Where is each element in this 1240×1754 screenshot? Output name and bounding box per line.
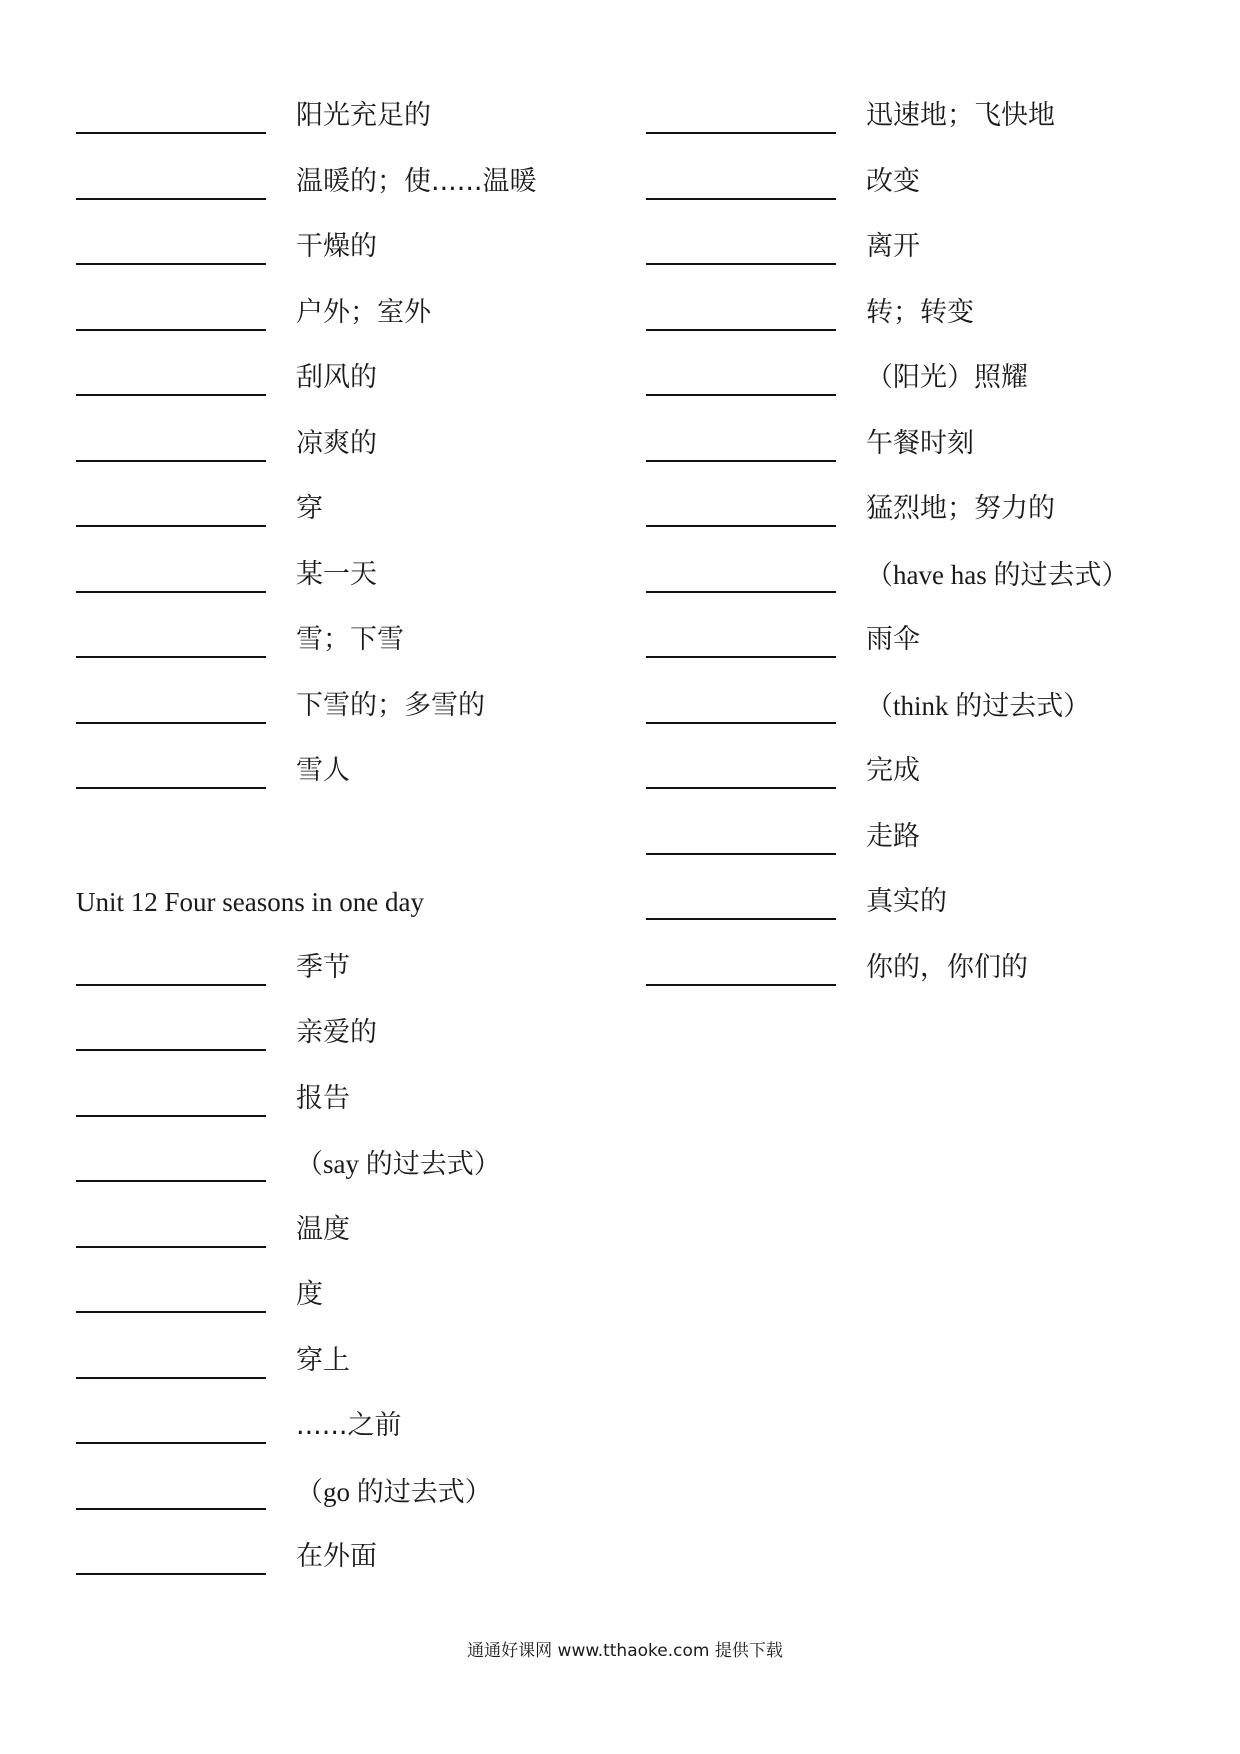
chinese-meaning: 凉爽的 <box>296 427 377 459</box>
chinese-meaning: 雪人 <box>296 755 350 786</box>
vocab-row <box>76 1402 576 1468</box>
answer-blank[interactable] <box>76 132 266 134</box>
chinese-meaning: 改变 <box>866 165 920 197</box>
answer-blank[interactable] <box>646 853 836 855</box>
chinese-meaning: 某一天 <box>296 558 377 590</box>
unit-heading <box>76 878 576 944</box>
answer-blank[interactable] <box>646 263 836 265</box>
vocab-row <box>76 92 576 158</box>
vocab-row <box>646 354 1206 420</box>
answer-blank[interactable] <box>76 1246 266 1248</box>
answer-blank[interactable] <box>646 656 836 658</box>
vocab-row <box>76 289 576 355</box>
answer-blank[interactable] <box>76 1180 266 1182</box>
vocab-row <box>76 1271 576 1337</box>
vocab-row <box>76 485 576 551</box>
answer-blank[interactable] <box>76 1311 266 1313</box>
left-column <box>76 92 576 1599</box>
vocab-row <box>76 1140 576 1206</box>
answer-blank[interactable] <box>646 198 836 200</box>
vocab-row <box>646 223 1206 289</box>
chinese-meaning: 报告 <box>296 1082 350 1114</box>
vocab-row <box>646 158 1206 224</box>
answer-blank[interactable] <box>76 525 266 527</box>
answer-blank[interactable] <box>76 263 266 265</box>
chinese-meaning: 阳光充足的 <box>296 100 431 131</box>
chinese-meaning: （say 的过去式） <box>296 1149 501 1179</box>
answer-blank[interactable] <box>646 918 836 920</box>
chinese-meaning: 在外面 <box>296 1541 377 1572</box>
footer-text: 通通好课网 www.tthaoke.com 提供下载 <box>467 1641 783 1661</box>
chinese-meaning: （have has 的过去式） <box>866 559 1129 590</box>
chinese-meaning: 雪；下雪 <box>296 624 404 655</box>
chinese-meaning: 度 <box>296 1279 323 1310</box>
chinese-meaning: 户外；室外 <box>296 296 431 328</box>
answer-blank[interactable] <box>76 329 266 331</box>
right-column <box>646 92 1206 1009</box>
chinese-meaning: ......之前 <box>296 1410 402 1441</box>
vocab-row <box>646 747 1206 813</box>
chinese-meaning: 穿 <box>296 493 323 524</box>
vocab-row <box>646 551 1206 617</box>
chinese-meaning: （go 的过去式） <box>296 1476 492 1507</box>
vocab-row <box>646 92 1206 158</box>
answer-blank[interactable] <box>76 460 266 462</box>
answer-blank[interactable] <box>76 1442 266 1444</box>
answer-blank[interactable] <box>76 1115 266 1117</box>
answer-blank[interactable] <box>76 656 266 658</box>
chinese-meaning: 下雪的；多雪的 <box>296 689 485 721</box>
chinese-meaning: 穿上 <box>296 1344 350 1376</box>
answer-blank[interactable] <box>76 1049 266 1051</box>
vocab-row <box>76 1009 576 1075</box>
answer-blank[interactable] <box>76 1508 266 1510</box>
chinese-meaning: 转；转变 <box>866 296 974 328</box>
chinese-meaning: 刮风的 <box>296 362 377 393</box>
answer-blank[interactable] <box>76 198 266 200</box>
answer-blank[interactable] <box>76 394 266 396</box>
vocab-row <box>76 223 576 289</box>
answer-blank[interactable] <box>76 1573 266 1575</box>
answer-blank[interactable] <box>76 984 266 986</box>
vocab-row <box>646 289 1206 355</box>
answer-blank[interactable] <box>646 591 836 593</box>
vocab-row <box>76 682 576 748</box>
vocab-row <box>76 1533 576 1599</box>
chinese-meaning: 真实的 <box>866 886 947 917</box>
answer-blank[interactable] <box>646 132 836 134</box>
chinese-meaning: 午餐时刻 <box>866 427 974 459</box>
vocab-row <box>76 420 576 486</box>
chinese-meaning: （阳光）照耀 <box>866 362 1028 393</box>
answer-blank[interactable] <box>646 722 836 724</box>
vocab-row <box>76 616 576 682</box>
unit-title-text: Unit 12 Four seasons in one day <box>76 887 424 917</box>
vocab-row <box>646 813 1206 879</box>
chinese-meaning: 走路 <box>866 820 920 852</box>
spacer <box>76 813 576 879</box>
vocab-row <box>76 1075 576 1141</box>
chinese-meaning: 雨伞 <box>866 624 920 655</box>
answer-blank[interactable] <box>76 1377 266 1379</box>
answer-blank[interactable] <box>646 525 836 527</box>
vocab-row <box>76 944 576 1010</box>
answer-blank[interactable] <box>646 394 836 396</box>
chinese-meaning: （think 的过去式） <box>866 690 1091 721</box>
vocab-row <box>76 1206 576 1272</box>
answer-blank[interactable] <box>76 787 266 789</box>
answer-blank[interactable] <box>76 591 266 593</box>
chinese-meaning: 温度 <box>296 1213 350 1245</box>
vocab-row <box>76 1337 576 1403</box>
chinese-meaning: 迅速地；飞快地 <box>866 100 1055 131</box>
answer-blank[interactable] <box>646 329 836 331</box>
chinese-meaning: 季节 <box>296 951 350 983</box>
vocab-row <box>76 158 576 224</box>
answer-blank[interactable] <box>646 787 836 789</box>
vocab-row <box>76 354 576 420</box>
answer-blank[interactable] <box>76 722 266 724</box>
answer-blank[interactable] <box>646 984 836 986</box>
chinese-meaning: 温暖的；使......温暖 <box>296 165 537 197</box>
vocab-row <box>646 878 1206 944</box>
vocab-row <box>646 616 1206 682</box>
vocab-row <box>646 420 1206 486</box>
chinese-meaning: 亲爱的 <box>296 1017 377 1048</box>
chinese-meaning: 干燥的 <box>296 231 377 262</box>
answer-blank[interactable] <box>646 460 836 462</box>
vocab-row <box>76 1468 576 1534</box>
chinese-meaning: 离开 <box>866 231 920 262</box>
vocab-row <box>646 944 1206 1010</box>
chinese-meaning: 你的，你们的 <box>866 951 1028 983</box>
vocab-row <box>646 682 1206 748</box>
chinese-meaning: 完成 <box>866 755 920 786</box>
chinese-meaning: 猛烈地；努力的 <box>866 493 1055 524</box>
footer <box>0 1636 1240 1661</box>
vocab-row <box>646 485 1206 551</box>
vocab-row <box>76 747 576 813</box>
vocab-row <box>76 551 576 617</box>
